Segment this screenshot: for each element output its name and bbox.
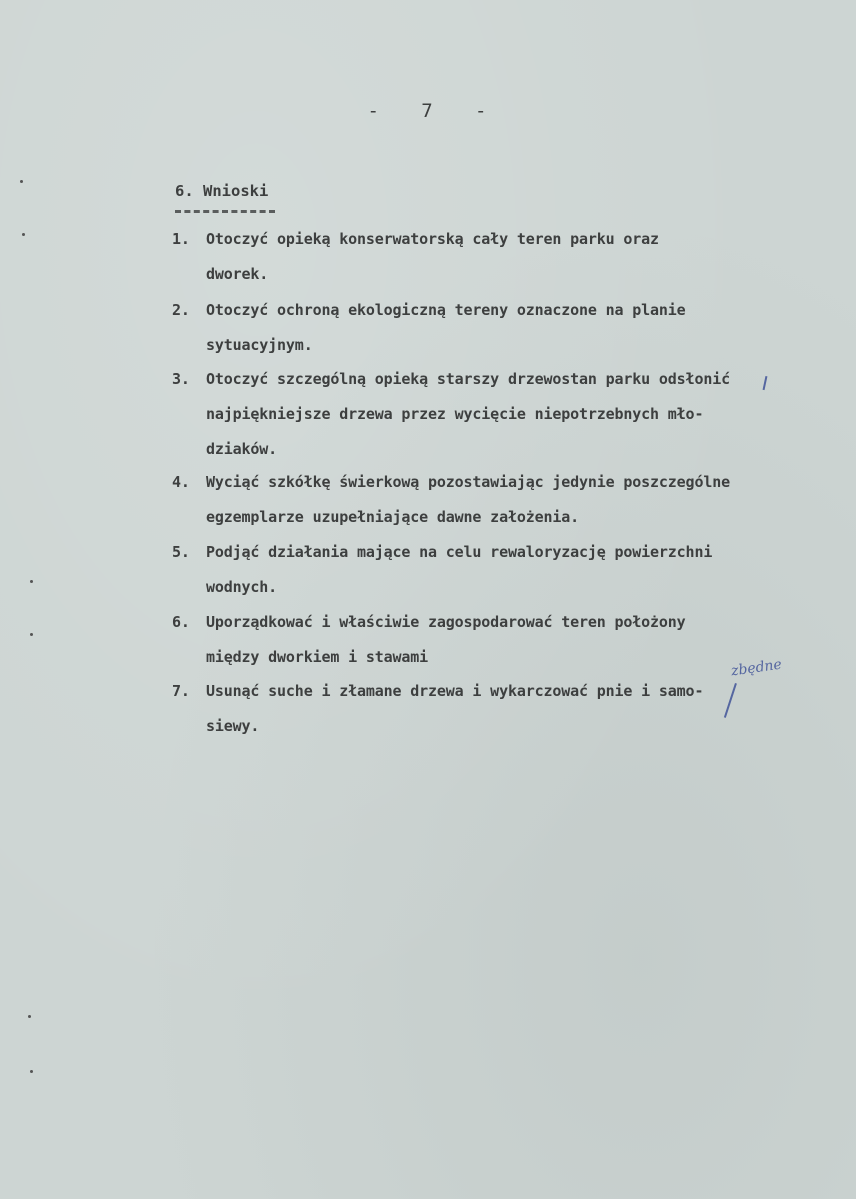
margin-speck bbox=[20, 180, 23, 183]
item-text: Otoczyć szczególną opieką starszy drzewostan parku odsłonić bbox=[206, 370, 730, 388]
item-number: 4. bbox=[172, 473, 190, 491]
item-number: 5. bbox=[172, 543, 190, 561]
handwritten-annotation: zbędne bbox=[730, 656, 783, 680]
item-text: Usunąć suche i złamane drzewa i wykarczować pnie i samo- bbox=[206, 682, 704, 700]
margin-speck bbox=[28, 1015, 31, 1018]
item-text: Otoczyć opieką konserwatorską cały teren parku oraz bbox=[206, 230, 659, 248]
item-text: między dworkiem i stawami bbox=[206, 648, 429, 666]
item-number: 7. bbox=[172, 682, 190, 700]
margin-speck bbox=[30, 580, 33, 583]
section-heading: 6. Wnioski bbox=[175, 182, 269, 200]
list-item bbox=[172, 535, 832, 605]
item-number: 2. bbox=[172, 301, 190, 319]
item-text: Uporządkować i właściwie zagospodarować teren położony bbox=[206, 613, 686, 631]
item-text: dworek. bbox=[206, 265, 269, 283]
list-item bbox=[172, 293, 832, 363]
item-number: 1. bbox=[172, 230, 190, 248]
item-text: siewy. bbox=[206, 717, 260, 735]
list-item bbox=[172, 362, 832, 467]
item-text: sytuacyjnym. bbox=[206, 336, 313, 354]
item-text: Wyciąć szkółkę świerkową pozostawiając jedynie poszczególne bbox=[206, 473, 730, 491]
list-item bbox=[172, 674, 832, 744]
item-number: 6. bbox=[172, 613, 190, 631]
list-item bbox=[172, 222, 832, 292]
list-item bbox=[172, 465, 832, 535]
item-text: najpiękniejsze drzewa przez wycięcie niepotrzebnych mło- bbox=[206, 405, 704, 423]
page-number: - 7 - bbox=[367, 100, 489, 122]
item-number: 3. bbox=[172, 370, 190, 388]
margin-speck bbox=[30, 633, 33, 636]
item-text: egzemplarze uzupełniające dawne założenia. bbox=[206, 508, 579, 526]
margin-speck bbox=[30, 1070, 33, 1073]
item-text: Otoczyć ochroną ekologiczną tereny oznaczone na planie bbox=[206, 301, 686, 319]
item-text: Podjąć działania mające na celu rewaloryzację powierzchni bbox=[206, 543, 713, 561]
item-text: wodnych. bbox=[206, 578, 278, 596]
margin-speck bbox=[22, 233, 25, 236]
item-text: dziaków. bbox=[206, 440, 278, 458]
heading-underline bbox=[175, 210, 275, 213]
